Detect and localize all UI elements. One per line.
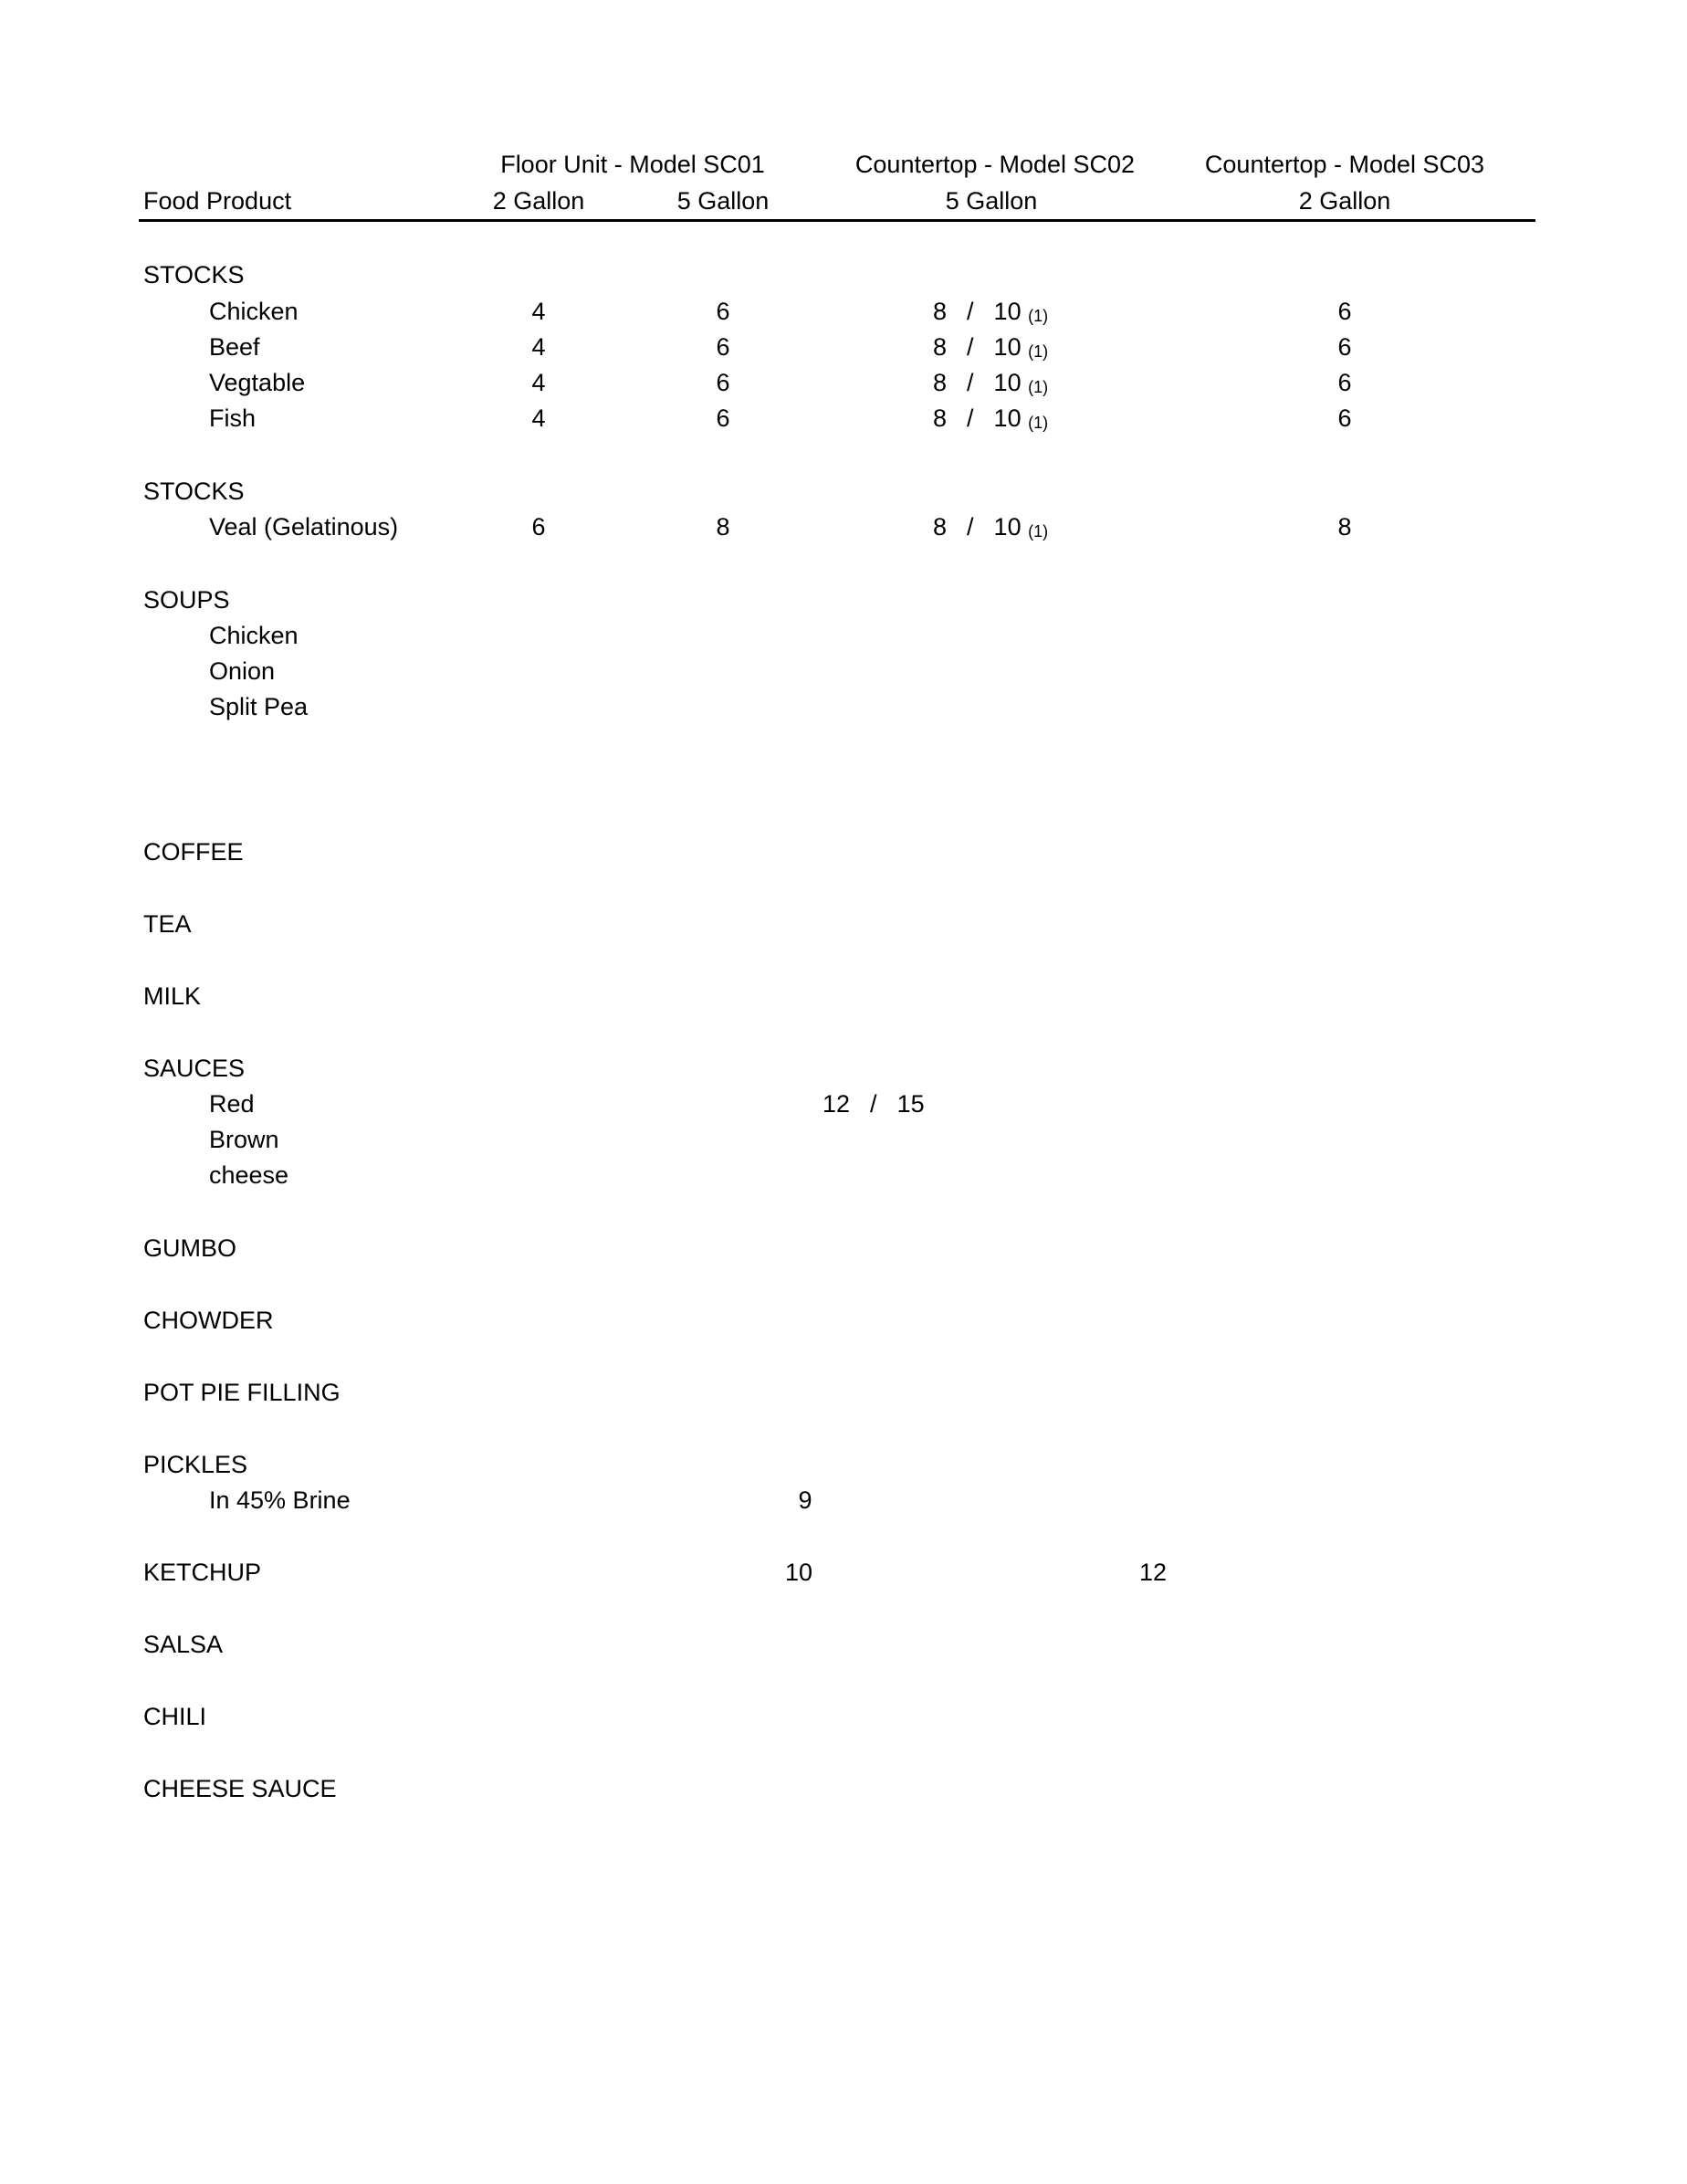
header-group-sc01: Floor Unit - Model SC01 [500,151,765,178]
cell-sc01-5gal: 6 [716,333,730,361]
section-salsa-title: SALSA [143,1631,224,1658]
section-gumbo-title: GUMBO [143,1234,237,1262]
list-item: Split Pea [209,693,309,720]
footnote-marker: (1) [1028,414,1049,432]
row-name: Red [209,1090,255,1118]
cell-sc01-5gal: 6 [716,404,730,432]
cell-sc02-5gal: 8 / 10 (1) [933,298,1049,325]
section-stocks-2-title: STOCKS [143,478,245,505]
cell-sc02-5gal: 8 / 10 (1) [933,404,1049,432]
section-milk-title: MILK [143,982,202,1010]
cell-sc01-5gal: 6 [716,298,730,325]
cell-sc01-2gal: 6 [531,513,546,541]
cell-sc03-2gal: 6 [1337,298,1352,325]
cell-sc02-5gal: 8 / 10 (1) [933,333,1049,361]
section-cheese-sauce-title: CHEESE SAUCE [143,1775,337,1802]
cell-sauce-red-value: 12 / 15 [823,1090,925,1118]
cell-sc01-5gal: 8 [716,513,730,541]
cell-sc01-2gal: 4 [531,369,546,396]
row-name: Beef [209,333,260,361]
section-chowder-title: CHOWDER [143,1307,274,1334]
header-group-sc03: Countertop - Model SC03 [1204,151,1485,178]
header-food-product: Food Product [143,187,292,215]
section-pickles-title: PICKLES [143,1451,248,1478]
header-sc03-2-gallon: 2 Gallon [1298,187,1391,215]
cell-sc03-2gal: 8 [1337,513,1352,541]
header-sc01-2-gallon: 2 Gallon [492,187,585,215]
row-name: cheese [209,1161,289,1189]
list-item: Onion [209,657,276,685]
cell-ketchup-value-2: 12 [1138,1559,1168,1586]
cell-sc03-2gal: 6 [1337,404,1352,432]
header-rule [139,219,1535,222]
section-soups-title: SOUPS [143,586,230,614]
cell-sc01-2gal: 4 [531,404,546,432]
row-name: Chicken [209,298,299,325]
footnote-marker: (1) [1028,378,1049,396]
header-sc02-5-gallon: 5 Gallon [945,187,1038,215]
section-chili-title: CHILI [143,1703,207,1730]
cell-sc02-5gal: 8 / 10 (1) [933,369,1049,396]
section-ketchup-title: KETCHUP [143,1559,262,1586]
cell-sc03-2gal: 6 [1337,333,1352,361]
section-coffee-title: COFFEE [143,838,244,866]
cell-sc01-5gal: 6 [716,369,730,396]
header-sc01-5-gallon: 5 Gallon [676,187,770,215]
row-name: Veal (Gelatinous) [209,513,399,541]
header-group-sc02: Countertop - Model SC02 [854,151,1136,178]
row-name: In 45% Brine [209,1486,351,1514]
section-pot-pie-title: POT PIE FILLING [143,1379,341,1406]
cell-sc02-5gal: 8 / 10 (1) [933,513,1049,541]
row-name: Brown [209,1126,279,1153]
section-tea-title: TEA [143,910,192,938]
list-item: Chicken [209,622,299,649]
cell-sc01-2gal: 4 [531,298,546,325]
footnote-marker: (1) [1028,522,1049,541]
footnote-marker: (1) [1028,307,1049,325]
cell-sc03-2gal: 6 [1337,369,1352,396]
cell-pickles-value: 9 [798,1486,812,1514]
row-name: Fish [209,404,257,432]
cell-ketchup-value-1: 10 [784,1559,813,1586]
cell-sc01-2gal: 4 [531,333,546,361]
section-sauces-title: SAUCES [143,1055,246,1082]
row-name: Vegtable [209,369,306,396]
section-stocks-title: STOCKS [143,261,245,289]
footnote-marker: (1) [1028,342,1049,361]
